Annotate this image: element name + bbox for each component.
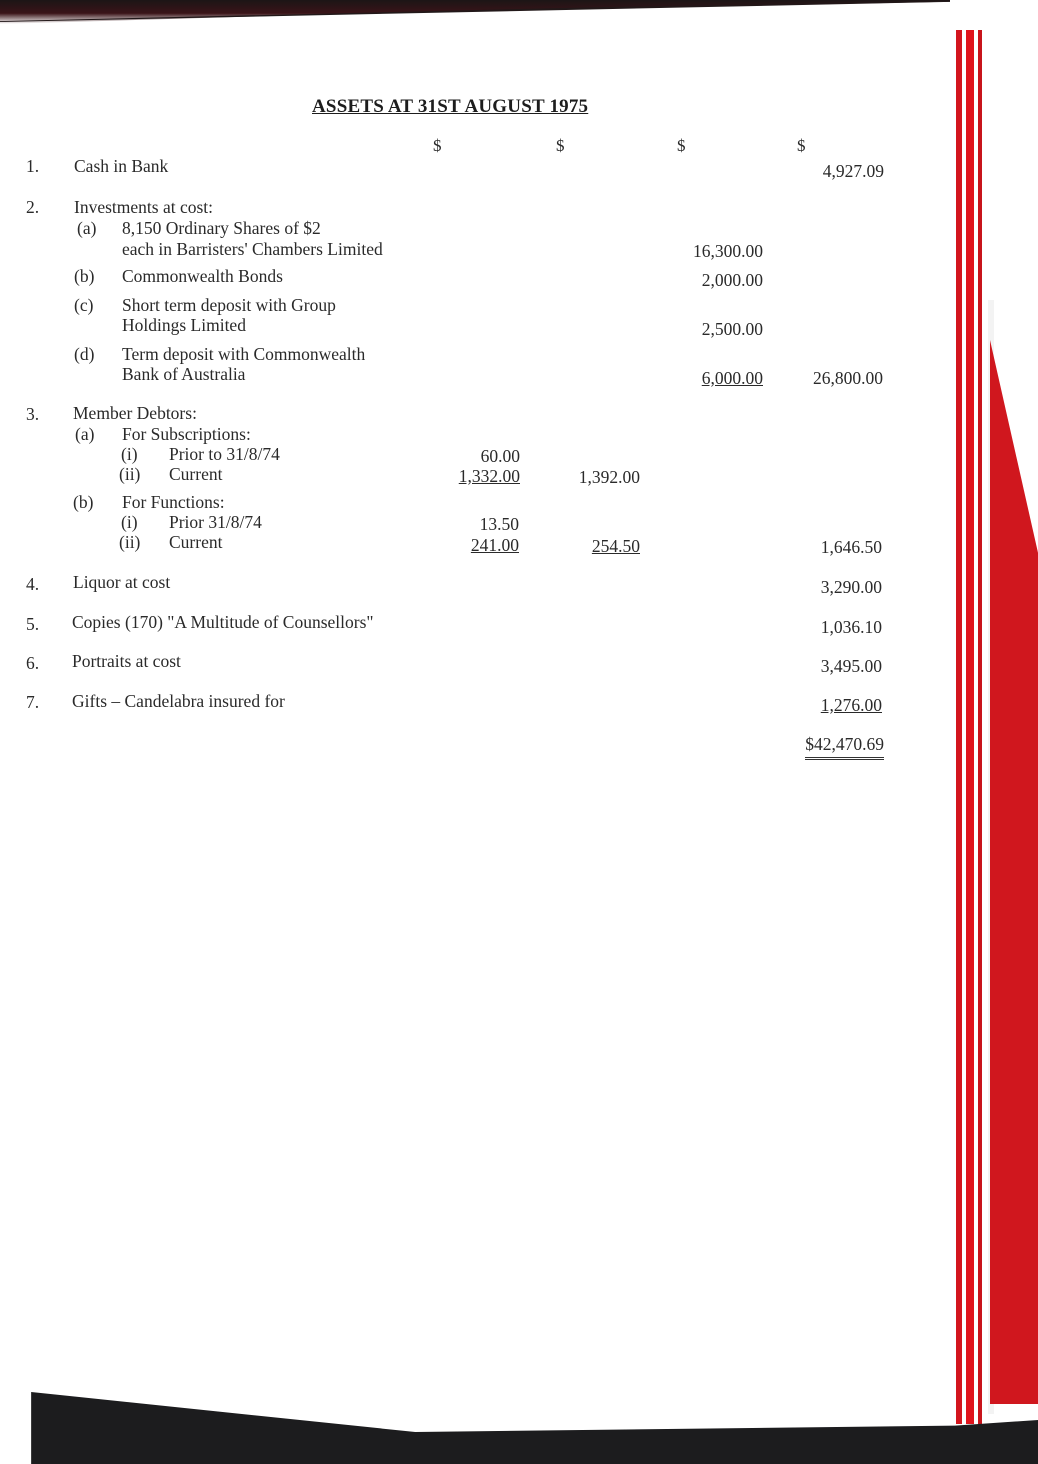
- amount: 1,332.00: [458, 466, 520, 486]
- item-text: Short term deposit with Group: [122, 295, 336, 315]
- sub-label: (d): [74, 344, 95, 364]
- item-label: Investments at cost:: [74, 197, 214, 217]
- amount-subtotal: 1,392.00: [578, 467, 640, 487]
- sub-label: (b): [74, 266, 95, 286]
- sub-sub-label: (ii): [119, 464, 141, 484]
- sub-sub-label: (ii): [119, 532, 141, 552]
- amount-total: 1,646.50: [820, 537, 882, 557]
- item-text: Current: [169, 464, 223, 484]
- item-text: Prior 31/8/74: [169, 512, 262, 532]
- page-title: ASSETS AT 31ST AUGUST 1975: [312, 96, 589, 117]
- item-number: 4.: [26, 574, 40, 594]
- item-number: 1.: [26, 156, 40, 176]
- top-shadow: [0, 0, 1038, 24]
- edge-stripe: [956, 30, 962, 1424]
- amount-total: 1,276.00: [820, 695, 882, 715]
- amount: 241.00: [470, 535, 519, 555]
- item-number: 5.: [26, 614, 40, 634]
- item-text: 8,150 Ordinary Shares of $2: [122, 218, 321, 238]
- sub-label: (c): [74, 295, 94, 315]
- item-label: Liquor at cost: [73, 572, 171, 592]
- sub-label: (a): [75, 424, 95, 444]
- amount-total: 3,290.00: [820, 577, 882, 597]
- column-header-2: $: [556, 136, 565, 155]
- sub-label: (b): [73, 492, 94, 512]
- amount: 4,927.09: [822, 161, 884, 181]
- item-number: 6.: [26, 653, 40, 673]
- amount: 2,500.00: [701, 319, 763, 339]
- item-text: each in Barristers' Chambers Limited: [122, 239, 383, 259]
- amount-total: 26,800.00: [813, 368, 883, 388]
- edge-cover: [990, 340, 1038, 1404]
- item-number: 7.: [26, 692, 40, 712]
- item-label: Copies (170) "A Multitude of Counsellors": [72, 612, 374, 632]
- amount-total: 3,495.00: [820, 656, 882, 676]
- item-text: Holdings Limited: [122, 315, 246, 335]
- item-text: For Subscriptions:: [122, 424, 251, 444]
- item-label: Portraits at cost: [72, 651, 181, 671]
- edge-stripe: [978, 30, 982, 1424]
- book-edge: [950, 0, 1038, 1464]
- item-label: Gifts – Candelabra insured for: [72, 691, 285, 711]
- sub-label: (a): [77, 218, 97, 238]
- column-header-1: $: [433, 136, 442, 155]
- item-text: Term deposit with Commonwealth: [122, 344, 366, 364]
- item-label: Member Debtors:: [73, 403, 197, 423]
- grand-total: $42,470.69: [805, 734, 884, 760]
- column-header-4: $: [797, 136, 806, 155]
- amount-total: 1,036.10: [820, 617, 882, 637]
- sub-sub-label: (i): [121, 444, 138, 464]
- amount: 2,000.00: [701, 270, 763, 290]
- amount: 6,000.00: [701, 368, 763, 388]
- sub-sub-label: (i): [121, 512, 138, 532]
- item-text: For Functions:: [122, 492, 225, 512]
- column-header-3: $: [677, 136, 686, 155]
- item-label: Cash in Bank: [74, 156, 169, 176]
- item-number: 3.: [26, 404, 40, 424]
- edge-stripe: [966, 30, 974, 1424]
- item-text: Current: [169, 532, 223, 552]
- item-number: 2.: [26, 197, 40, 217]
- item-text: Bank of Australia: [122, 364, 246, 384]
- amount: 13.50: [479, 514, 519, 534]
- bottom-shadow: [0, 1384, 1038, 1464]
- amount: 60.00: [480, 446, 520, 466]
- item-text: Commonwealth Bonds: [122, 266, 283, 286]
- item-text: Prior to 31/8/74: [169, 444, 280, 464]
- amount: 16,300.00: [693, 241, 763, 261]
- amount-subtotal: 254.50: [591, 536, 640, 556]
